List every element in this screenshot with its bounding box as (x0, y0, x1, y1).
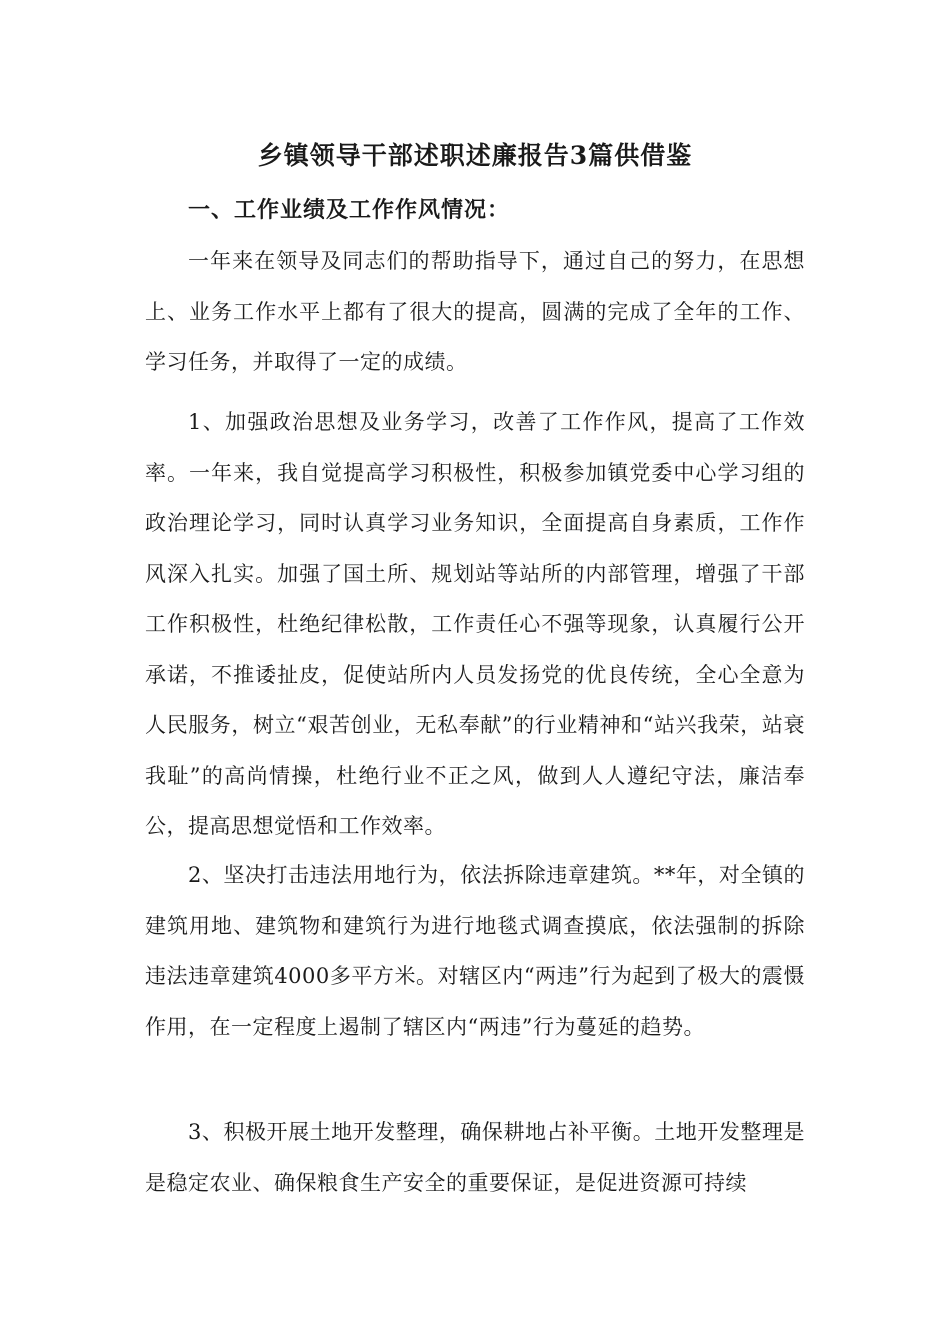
paragraph-item-3: 3、积极开展土地开发整理，确保耕地占补平衡。土地开发整理是是稳定农业、确保粮食生产安全的重要保证，是促进资源可持续 (145, 1120, 805, 1195)
document-title: 乡镇领导干部述职述廉报告3篇供借鉴 (257, 141, 693, 170)
paragraph-item-2: 2、坚决打击违法用地行为，依法拆除违章建筑。**年，对全镇的建筑用地、建筑物和建筑行为进行地毯式调查摸底，依法强制的拆除违法违章建筑4000多平方米。对辖区内“两违”行为起到了极大的震慑作用，在一定程度上遏制了辖区内“两违”行为蔓延的趋势。 (145, 863, 805, 1039)
section-heading: 一、工作业绩及工作作风情况： (188, 197, 511, 223)
paragraph-intro: 一年来在领导及同志们的帮助指导下，通过自己的努力，在思想上、业务工作水平上都有了很大的提高，圆满的完成了全年的工作、学习任务，并取得了一定的成绩。 (145, 249, 805, 374)
paragraph-item-1: 1、加强政治思想及业务学习，改善了工作作风，提高了工作效率。一年来，我自觉提高学习积极性，积极参加镇党委中心学习组的政治理论学习，同时认真学习业务知识，全面提高自身素质，工作作风深入扎实。加强了国土所、规划站等站所的内部管理，增强了干部工作积极性，杜绝纪律松散，工作责任心不强等现象，认真履行公开承诺，不推诿扯皮，促使站所内人员发扬党的优良传统，全心全意为人民服务，树立“艰苦创业，无私奉献”的行业精神和“站兴我荣，站衰我耻”的高尚情操，杜绝行业不正之风，做到人人遵纪守法，廉洁奉公，提高思想觉悟和工作效率。 (145, 410, 805, 838)
